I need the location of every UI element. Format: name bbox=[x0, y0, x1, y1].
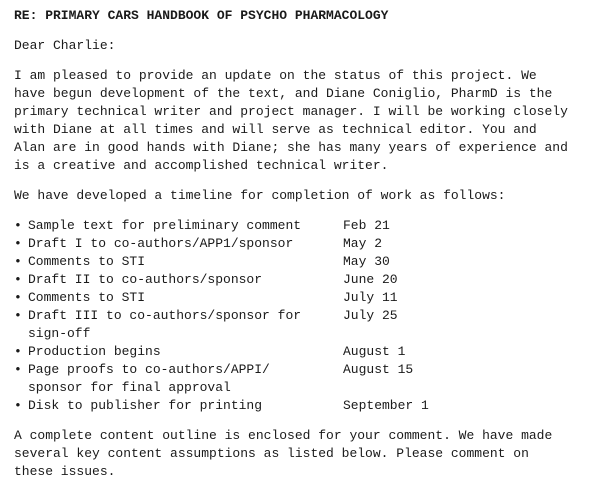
paragraph-line: We have developed a timeline for completion of work as follows: bbox=[14, 188, 506, 203]
timeline-task bbox=[28, 307, 343, 343]
intro-paragraph bbox=[14, 67, 594, 175]
timeline-task-line: sign-off bbox=[28, 326, 91, 341]
bullet-marker: • bbox=[14, 272, 22, 287]
letter-subject: RE: PRIMARY CARS HANDBOOK OF PSYCHO PHARMACOLOGY bbox=[14, 8, 389, 23]
timeline-task-line: Draft III to co-authors/sponsor for bbox=[28, 308, 302, 323]
timeline-task-line: Sample text for preliminary comment bbox=[28, 218, 302, 233]
paragraph-line: primary technical writer and project manager. I will be working closely bbox=[14, 104, 568, 119]
closing-paragraph bbox=[14, 427, 594, 481]
paragraph-line: several key content assumptions as listed below. Please comment on bbox=[14, 446, 529, 461]
timeline-task bbox=[28, 361, 343, 397]
timeline-task-line: Page proofs to co-authors/APPI/ bbox=[28, 362, 270, 377]
timeline-list bbox=[14, 217, 594, 415]
timeline-item bbox=[14, 361, 594, 397]
timeline-task bbox=[28, 271, 343, 289]
paragraph-line: with Diane at all times and will serve as technical editor. You and bbox=[14, 122, 537, 137]
timeline-date: August 1 bbox=[343, 344, 406, 359]
timeline-task bbox=[28, 397, 343, 415]
timeline-task bbox=[28, 235, 343, 253]
timeline-item bbox=[14, 397, 594, 415]
letter-salutation: Dear Charlie: bbox=[14, 38, 116, 53]
timeline-date: May 2 bbox=[343, 236, 383, 251]
timeline-task-line: Draft I to co-authors/APP1/sponsor bbox=[28, 236, 294, 251]
timeline-date: Feb 21 bbox=[343, 218, 390, 233]
timeline-task-line: Comments to STI bbox=[28, 254, 146, 269]
timeline-date: July 25 bbox=[343, 308, 398, 323]
bullet-marker: • bbox=[14, 218, 22, 233]
letter-document bbox=[14, 7, 594, 481]
timeline-date: August 15 bbox=[343, 362, 414, 377]
bullet-marker: • bbox=[14, 362, 22, 377]
timeline-task-line: Production begins bbox=[28, 344, 161, 359]
timeline-task bbox=[28, 253, 343, 271]
paragraph-line: have begun development of the text, and Diane Coniglio, PharmD is the bbox=[14, 86, 553, 101]
timeline-task bbox=[28, 289, 343, 307]
timeline-item bbox=[14, 289, 594, 307]
timeline-task bbox=[28, 343, 343, 361]
paragraph-line: Alan are in good hands with Diane; she has many years of experience and bbox=[14, 140, 568, 155]
timeline-date: May 30 bbox=[343, 254, 390, 269]
bullet-marker: • bbox=[14, 254, 22, 269]
paragraph-line: these issues. bbox=[14, 464, 116, 479]
paragraph-line: A complete content outline is enclosed for your comment. We have made bbox=[14, 428, 553, 443]
bullet-marker: • bbox=[14, 308, 22, 323]
timeline-date: September 1 bbox=[343, 398, 429, 413]
timeline-date: June 20 bbox=[343, 272, 398, 287]
timeline-task-line: Disk to publisher for printing bbox=[28, 398, 263, 413]
timeline-task-line: Comments to STI bbox=[28, 290, 146, 305]
timeline-item bbox=[14, 343, 594, 361]
timeline-item bbox=[14, 253, 594, 271]
bullet-marker: • bbox=[14, 236, 22, 251]
timeline-intro-paragraph bbox=[14, 187, 594, 205]
timeline-item bbox=[14, 217, 594, 235]
timeline-task-line: sponsor for final approval bbox=[28, 380, 231, 395]
timeline-item bbox=[14, 307, 594, 343]
bullet-marker: • bbox=[14, 398, 22, 413]
timeline-task-line: Draft II to co-authors/sponsor bbox=[28, 272, 263, 287]
paragraph-line: is a creative and accomplished technical writer. bbox=[14, 158, 389, 173]
bullet-marker: • bbox=[14, 344, 22, 359]
timeline-task bbox=[28, 217, 343, 235]
timeline-date: July 11 bbox=[343, 290, 398, 305]
bullet-marker: • bbox=[14, 290, 22, 305]
timeline-item bbox=[14, 271, 594, 289]
paragraph-line: I am pleased to provide an update on the status of this project. We bbox=[14, 68, 537, 83]
timeline-item bbox=[14, 235, 594, 253]
